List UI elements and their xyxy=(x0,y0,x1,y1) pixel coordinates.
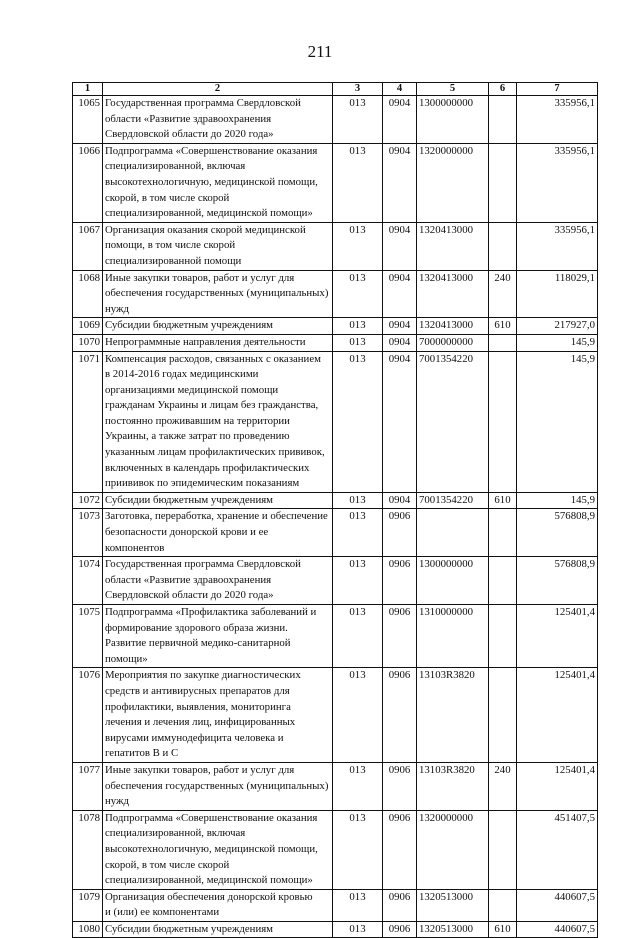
row-section-code: 0904 xyxy=(383,270,417,318)
row-target-code: 7001354220 xyxy=(417,492,489,509)
row-section-code: 0904 xyxy=(383,492,417,509)
row-number: 1070 xyxy=(73,334,103,351)
row-expense-type xyxy=(489,810,517,889)
row-section-code: 0904 xyxy=(383,334,417,351)
row-number: 1077 xyxy=(73,762,103,810)
row-target-code: 1320413000 xyxy=(417,270,489,318)
row-target-code xyxy=(417,509,489,557)
row-admin-code: 013 xyxy=(333,492,383,509)
row-number: 1067 xyxy=(73,222,103,270)
row-section-code: 0906 xyxy=(383,921,417,938)
row-target-code: 1300000000 xyxy=(417,557,489,605)
row-number: 1078 xyxy=(73,810,103,889)
row-expense-type xyxy=(489,222,517,270)
table-row xyxy=(73,270,598,318)
row-admin-code: 013 xyxy=(333,96,383,144)
row-number: 1073 xyxy=(73,509,103,557)
row-target-code: 1300000000 xyxy=(417,96,489,144)
row-amount: 440607,5 xyxy=(517,889,598,921)
row-number: 1074 xyxy=(73,557,103,605)
row-expense-type: 240 xyxy=(489,270,517,318)
row-amount: 125401,4 xyxy=(517,605,598,668)
table-row xyxy=(73,509,598,557)
row-admin-code: 013 xyxy=(333,351,383,492)
row-number: 1079 xyxy=(73,889,103,921)
table-row xyxy=(73,318,598,335)
row-admin-code: 013 xyxy=(333,889,383,921)
table-row xyxy=(73,762,598,810)
row-amount: 145,9 xyxy=(517,492,598,509)
row-section-code: 0906 xyxy=(383,557,417,605)
table-row xyxy=(73,96,598,144)
row-number: 1071 xyxy=(73,351,103,492)
row-target-code: 1320000000 xyxy=(417,143,489,222)
row-admin-code: 013 xyxy=(333,143,383,222)
row-admin-code: 013 xyxy=(333,318,383,335)
row-target-code: 1320413000 xyxy=(417,318,489,335)
row-name: Субсидии бюджетным учреждениям xyxy=(103,492,333,509)
row-admin-code: 013 xyxy=(333,668,383,763)
row-name: Субсидии бюджетным учреждениям xyxy=(103,318,333,335)
row-amount: 335956,1 xyxy=(517,96,598,144)
row-expense-type: 240 xyxy=(489,762,517,810)
row-section-code: 0904 xyxy=(383,222,417,270)
row-amount: 576808,9 xyxy=(517,557,598,605)
row-amount: 440607,5 xyxy=(517,921,598,938)
row-admin-code: 013 xyxy=(333,605,383,668)
row-number: 1075 xyxy=(73,605,103,668)
row-name: Государственная программа Свердловской области «Развитие здравоохранения Свердловской области до 2020 года» xyxy=(103,96,333,144)
row-name: Мероприятия по закупке диагностических средств и антивирусных препаратов для профилактики, выявления, мониторинга лечения и лечения лиц, инфицированных вирусами иммунодефицита человека и гепатитов В и С xyxy=(103,668,333,763)
row-target-code: 13103R3820 xyxy=(417,762,489,810)
row-name: Иные закупки товаров, работ и услуг для обеспечения государственных (муниципальных) нужд xyxy=(103,270,333,318)
row-amount: 125401,4 xyxy=(517,762,598,810)
row-expense-type: 610 xyxy=(489,318,517,335)
table-row xyxy=(73,492,598,509)
row-section-code: 0904 xyxy=(383,351,417,492)
row-amount: 576808,9 xyxy=(517,509,598,557)
row-name: Непрограммные направления деятельности xyxy=(103,334,333,351)
row-target-code: 1320513000 xyxy=(417,921,489,938)
column-header: 3 xyxy=(333,83,383,96)
row-amount: 145,9 xyxy=(517,351,598,492)
row-name: Подпрограмма «Профилактика заболеваний и формирование здорового образа жизни. Развитие первичной медико-санитарной помощи» xyxy=(103,605,333,668)
table-row xyxy=(73,351,598,492)
column-header: 4 xyxy=(383,83,417,96)
row-name: Подпрограмма «Совершенствование оказания специализированной, включая высокотехнологичную, медицинской помощи, скорой, в том числе скорой специализированной, медицинской помощи» xyxy=(103,810,333,889)
row-name: Субсидии бюджетным учреждениям xyxy=(103,921,333,938)
column-header: 6 xyxy=(489,83,517,96)
row-expense-type xyxy=(489,334,517,351)
table-row xyxy=(73,889,598,921)
row-expense-type xyxy=(489,557,517,605)
row-number: 1068 xyxy=(73,270,103,318)
row-target-code: 7001354220 xyxy=(417,351,489,492)
row-expense-type xyxy=(489,143,517,222)
page-number: 211 xyxy=(307,42,333,61)
row-target-code: 1320000000 xyxy=(417,810,489,889)
row-admin-code: 013 xyxy=(333,334,383,351)
table-row xyxy=(73,557,598,605)
row-name: Компенсация расходов, связанных с оказанием в 2014-2016 годах медицинскими организациями медицинской помощи гражданам Украины и лицам без гражданства, постоянно проживавшим на территории Украины, а также затрат по проведению указанным лицам профилактических прививок, включенных в календарь профилактических приививок по эпидемическим показаниям xyxy=(103,351,333,492)
row-admin-code: 013 xyxy=(333,921,383,938)
table-row xyxy=(73,605,598,668)
table-row xyxy=(73,668,598,763)
row-section-code: 0906 xyxy=(383,605,417,668)
row-admin-code: 013 xyxy=(333,509,383,557)
row-section-code: 0906 xyxy=(383,509,417,557)
row-amount: 125401,4 xyxy=(517,668,598,763)
row-admin-code: 013 xyxy=(333,270,383,318)
row-admin-code: 013 xyxy=(333,810,383,889)
row-number: 1076 xyxy=(73,668,103,763)
row-name: Организация обеспечения донорской кровью и (или) ее компонентами xyxy=(103,889,333,921)
row-admin-code: 013 xyxy=(333,557,383,605)
table-row xyxy=(73,810,598,889)
column-header: 7 xyxy=(517,83,598,96)
row-section-code: 0904 xyxy=(383,96,417,144)
row-amount: 335956,1 xyxy=(517,222,598,270)
table-body xyxy=(73,96,598,938)
row-amount: 145,9 xyxy=(517,334,598,351)
row-section-code: 0904 xyxy=(383,318,417,335)
row-amount: 451407,5 xyxy=(517,810,598,889)
row-target-code: 1320413000 xyxy=(417,222,489,270)
row-number: 1069 xyxy=(73,318,103,335)
row-name: Подпрограмма «Совершенствование оказания специализированной, включая высокотехнологичную, медицинской помощи, скорой, в том числе скорой специализированной, медицинской помощи» xyxy=(103,143,333,222)
row-expense-type xyxy=(489,509,517,557)
row-name: Государственная программа Свердловской области «Развитие здравоохранения Свердловской области до 2020 года» xyxy=(103,557,333,605)
row-expense-type: 610 xyxy=(489,921,517,938)
row-amount: 217927,0 xyxy=(517,318,598,335)
row-expense-type: 610 xyxy=(489,492,517,509)
table-row xyxy=(73,921,598,938)
row-target-code: 13103R3820 xyxy=(417,668,489,763)
column-header: 2 xyxy=(103,83,333,96)
row-admin-code: 013 xyxy=(333,222,383,270)
budget-table xyxy=(72,82,598,938)
row-number: 1080 xyxy=(73,921,103,938)
row-name: Организация оказания скорой медицинской помощи, в том числе скорой специализированной помощи xyxy=(103,222,333,270)
row-expense-type xyxy=(489,351,517,492)
header-row xyxy=(73,83,598,96)
row-expense-type xyxy=(489,96,517,144)
row-number: 1065 xyxy=(73,96,103,144)
column-header: 1 xyxy=(73,83,103,96)
row-section-code: 0906 xyxy=(383,668,417,763)
row-section-code: 0906 xyxy=(383,889,417,921)
table-row xyxy=(73,222,598,270)
row-section-code: 0906 xyxy=(383,762,417,810)
row-number: 1066 xyxy=(73,143,103,222)
row-section-code: 0906 xyxy=(383,810,417,889)
table-row xyxy=(73,334,598,351)
row-target-code: 1310000000 xyxy=(417,605,489,668)
row-name: Иные закупки товаров, работ и услуг для обеспечения государственных (муниципальных) нужд xyxy=(103,762,333,810)
row-expense-type xyxy=(489,668,517,763)
row-target-code: 7000000000 xyxy=(417,334,489,351)
row-target-code: 1320513000 xyxy=(417,889,489,921)
row-amount: 335956,1 xyxy=(517,143,598,222)
row-section-code: 0904 xyxy=(383,143,417,222)
row-amount: 118029,1 xyxy=(517,270,598,318)
row-expense-type xyxy=(489,605,517,668)
row-number: 1072 xyxy=(73,492,103,509)
table-row xyxy=(73,143,598,222)
column-header: 5 xyxy=(417,83,489,96)
row-admin-code: 013 xyxy=(333,762,383,810)
row-name: Заготовка, переработка, хранение и обеспечение безопасности донорской крови и ее компонентов xyxy=(103,509,333,557)
row-expense-type xyxy=(489,889,517,921)
